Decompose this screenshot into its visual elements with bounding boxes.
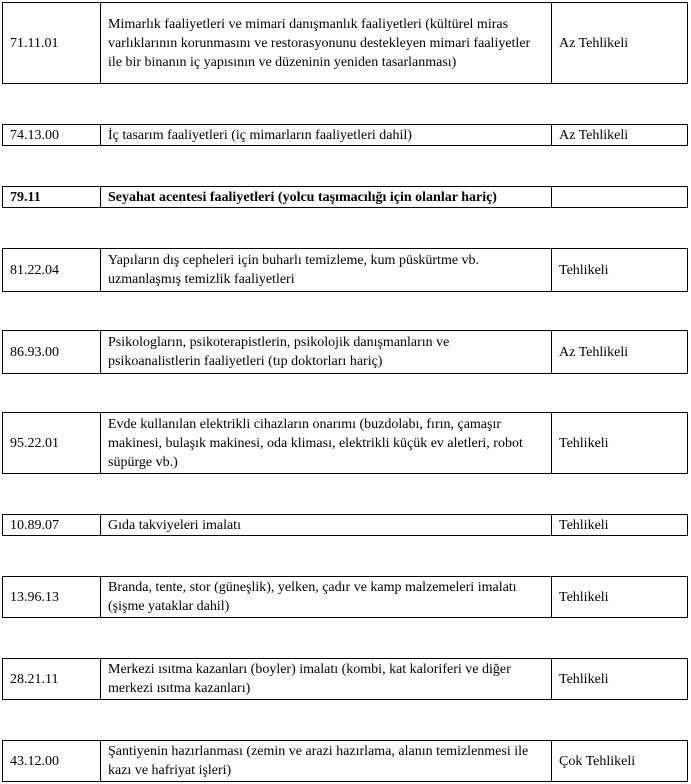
activity-description: Mimarlık faaliyetleri ve mimari danışmanlık faaliyetleri (kültürel miras varlıklarının korunmasını ve restorasyonunu destekleyen mimari faaliyetler ile bir binanın iç yapısının ve düzeninin yeniden tasarlanması) (101, 3, 552, 84)
table-row (2, 330, 688, 374)
activity-description: Psikologların, psikoterapistlerin, psikolojik danışmanların ve psikoanalistlerin faaliyetleri (tıp doktorları hariç) (101, 331, 552, 374)
activity-description: Evde kullanılan elektrikli cihazların onarımı (buzdolabı, fırın, çamaşır makinesi, bulaşık makinesi, oda kliması, elektrikli küçük ev aletleri, robot süpürge vb.) (101, 413, 552, 474)
hazard-class (552, 187, 688, 208)
nace-code: 10.89.07 (3, 515, 101, 536)
activity-description: Branda, tente, stor (güneşlik), yelken, çadır ve kamp malzemeleri imalatı (şişme yataklar dahil) (101, 577, 552, 618)
hazard-class: Tehlikeli (552, 577, 688, 618)
nace-code: 28.21.11 (3, 659, 101, 700)
table-row (2, 248, 688, 292)
hazard-class: Az Tehlikeli (552, 125, 688, 146)
nace-code: 79.11 (3, 187, 101, 208)
activity-description: Seyahat acentesi faaliyetleri (yolcu taşımacılığı için olanlar hariç) (101, 187, 552, 208)
hazard-class: Az Tehlikeli (552, 3, 688, 84)
activity-description: İç tasarım faaliyetleri (iç mimarların faaliyetleri dahil) (101, 125, 552, 146)
hazard-class: Çok Tehlikeli (552, 741, 688, 782)
nace-code: 43.12.00 (3, 741, 101, 782)
nace-code: 71.11.01 (3, 3, 101, 84)
hazard-class: Tehlikeli (552, 249, 688, 292)
nace-code: 95.22.01 (3, 413, 101, 474)
nace-code: 81.22.04 (3, 249, 101, 292)
activity-description: Yapıların dış cepheleri için buharlı temizleme, kum püskürtme vb. uzmanlaşmış temizlik faaliyetleri (101, 249, 552, 292)
hazard-class: Tehlikeli (552, 659, 688, 700)
activity-description: Gıda takviyeleri imalatı (101, 515, 552, 536)
table-row (2, 2, 688, 84)
nace-code: 13.96.13 (3, 577, 101, 618)
hazard-class: Tehlikeli (552, 515, 688, 536)
nace-code: 86.93.00 (3, 331, 101, 374)
table-row (2, 576, 688, 618)
nace-code: 74.13.00 (3, 125, 101, 146)
table-row (2, 514, 688, 536)
table-row (2, 740, 688, 782)
table-row (2, 658, 688, 700)
activity-description: Şantiyenin hazırlanması (zemin ve arazi hazırlama, alanın temizlenmesi ile kazı ve hafriyat işleri) (101, 741, 552, 782)
table-row (2, 412, 688, 474)
activity-description: Merkezi ısıtma kazanları (boyler) imalatı (kombi, kat kaloriferi ve diğer merkezi ısıtma kazanları) (101, 659, 552, 700)
hazard-class: Az Tehlikeli (552, 331, 688, 374)
table-row (2, 124, 688, 146)
hazard-class: Tehlikeli (552, 413, 688, 474)
table-row (2, 186, 688, 208)
